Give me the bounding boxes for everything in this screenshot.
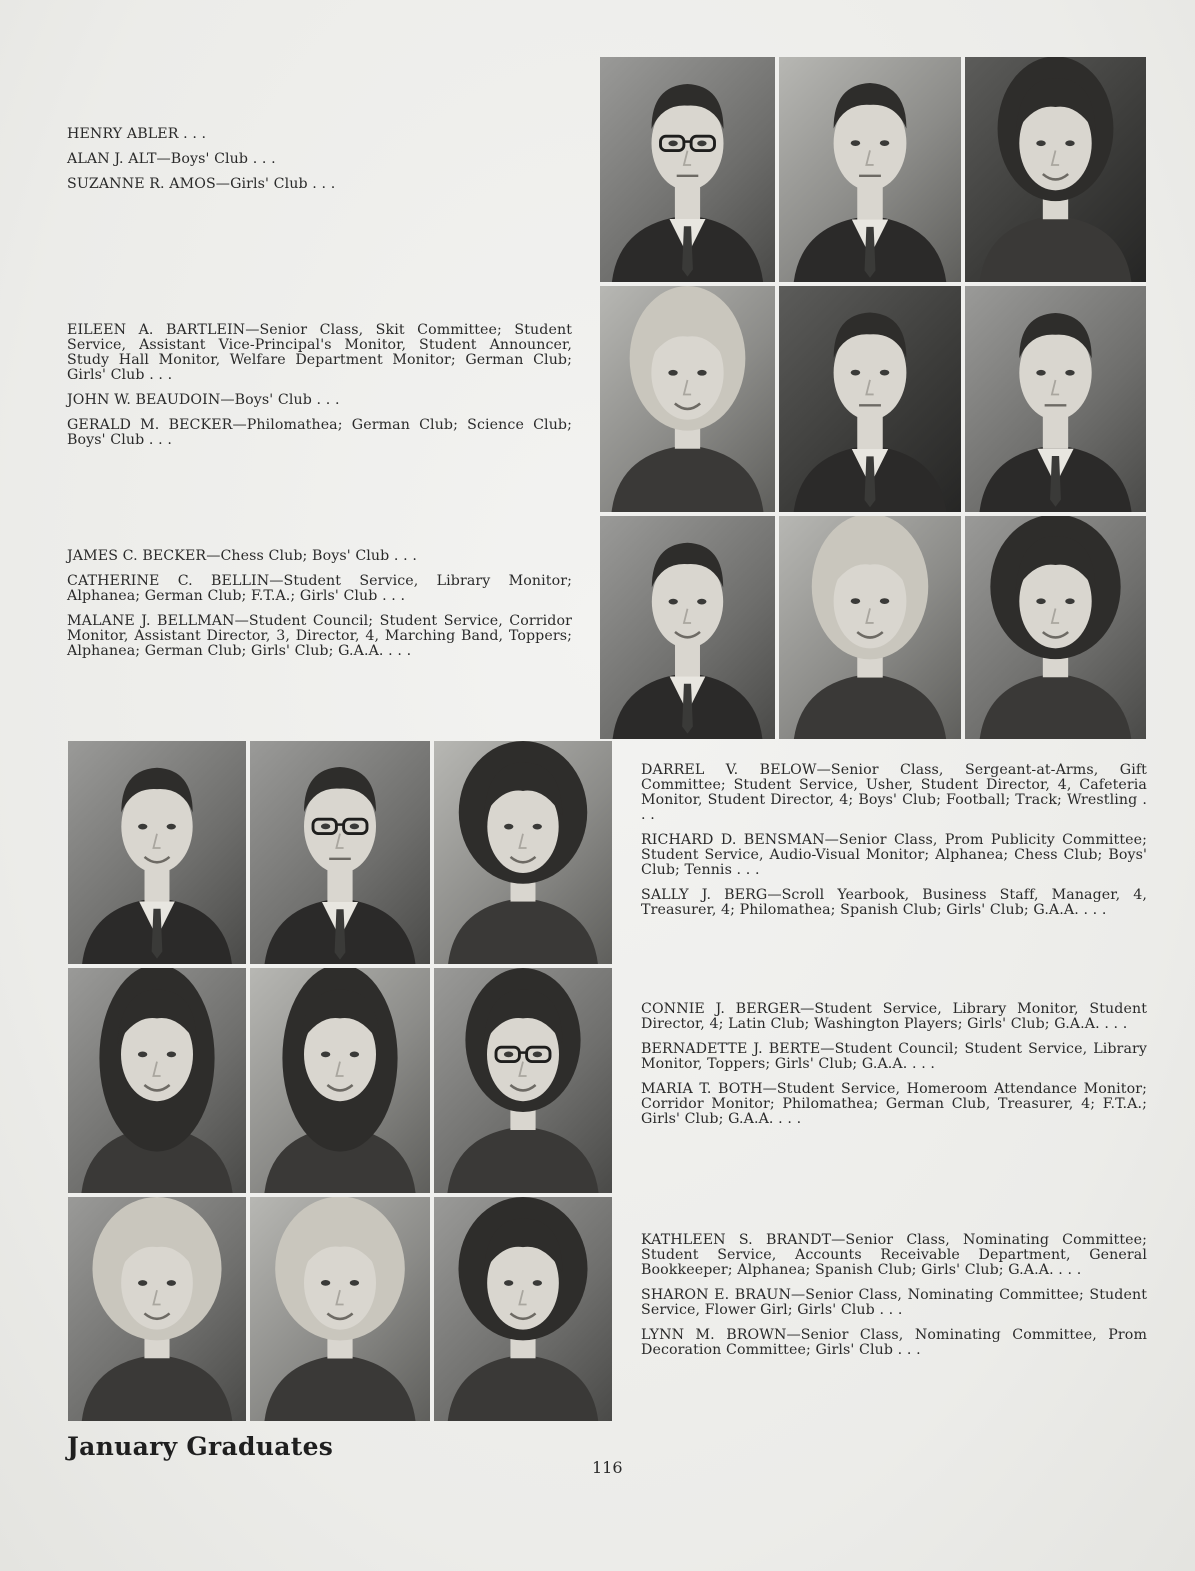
page-number: 116 (592, 1458, 623, 1477)
student-portrait (779, 516, 961, 739)
student-entry: SUZANNE R. AMOS—Girls' Club . . . (67, 176, 336, 192)
right-text-group-1 (641, 763, 1147, 928)
portrait-silhouette (965, 516, 1146, 739)
portrait-silhouette (779, 57, 961, 282)
photo-grid-top (600, 57, 1146, 739)
portrait-silhouette (965, 57, 1146, 282)
student-portrait (434, 1197, 612, 1421)
portrait-silhouette (68, 968, 246, 1193)
student-entry: CONNIE J. BERGER—Student Service, Library Monitor, Student Director, 4; Latin Club; Washington Players; Girls' Club; G.A.A. . . . (641, 1001, 1147, 1032)
portrait-silhouette (250, 1197, 430, 1421)
portrait-silhouette (600, 516, 775, 739)
student-portrait (779, 57, 961, 282)
left-text-group-3 (67, 549, 572, 669)
student-portrait (250, 1197, 430, 1421)
student-portrait (434, 968, 612, 1193)
portrait-silhouette (779, 286, 961, 512)
student-entry: SHARON E. BRAUN—Senior Class, Nominating Committee; Student Service, Flower Girl; Girls' Club . . . (641, 1287, 1147, 1318)
student-entry: RICHARD D. BENSMAN—Senior Class, Prom Publicity Committee; Student Service, Audio-Visual Monitor; Alphanea; Chess Club; Boys' Club; Tennis . . . (641, 832, 1147, 878)
portrait-silhouette (434, 741, 612, 964)
student-entry: SALLY J. BERG—Scroll Yearbook, Business Staff, Manager, 4, Treasurer, 4; Philomathea; Spanish Club; Girls' Club; G.A.A. . . . (641, 887, 1147, 918)
right-text-group-3 (641, 1233, 1147, 1368)
student-entry: BERNADETTE J. BERTE—Student Council; Student Service, Library Monitor, Toppers; Girls' Club; G.A.A. . . . (641, 1041, 1147, 1072)
portrait-silhouette (600, 286, 775, 512)
student-entry: MARIA T. BOTH—Student Service, Homeroom Attendance Monitor; Corridor Monitor; Philomathea; German Club, Treasurer, 4; F.T.A.; Girls' Club; G.A.A. . . . (641, 1081, 1147, 1127)
portrait-silhouette (250, 968, 430, 1193)
left-text-group-2 (67, 323, 572, 458)
student-portrait (68, 1197, 246, 1421)
student-portrait (600, 286, 775, 512)
student-entry: DARREL V. BELOW—Senior Class, Sergeant-at-Arms, Gift Committee; Student Service, Usher, Student Director, 4, Cafeteria Monitor, Student Director, 4; Boys' Club; Football; Track; Wrestling . . . (641, 762, 1147, 823)
left-text-group-1 (67, 127, 577, 202)
right-text-group-2 (641, 1002, 1147, 1137)
student-entry: MALANE J. BELLMAN—Student Council; Student Service, Corridor Monitor, Assistant Director, 3, Director, 4, Marching Band, Toppers; Alphanea; German Club; Girls' Club; G.A.A. . . . (67, 613, 572, 659)
student-portrait (965, 516, 1146, 739)
student-portrait (434, 741, 612, 964)
student-portrait (600, 516, 775, 739)
student-entry: GERALD M. BECKER—Philomathea; German Club; Science Club; Boys' Club . . . (67, 417, 572, 448)
student-entry: JAMES C. BECKER—Chess Club; Boys' Club . . . (67, 548, 417, 564)
student-portrait (68, 741, 246, 964)
portrait-silhouette (250, 741, 430, 964)
section-title: January Graduates (67, 1432, 334, 1461)
portrait-silhouette (434, 1197, 612, 1421)
student-entry: LYNN M. BROWN—Senior Class, Nominating Committee, Prom Decoration Committee; Girls' Club . . . (641, 1327, 1147, 1358)
portrait-silhouette (434, 968, 612, 1193)
student-portrait (250, 968, 430, 1193)
student-entry: KATHLEEN S. BRANDT—Senior Class, Nominating Committee; Student Service, Accounts Receivable Department, General Bookkeeper; Alphanea; Spanish Club; Girls' Club; G.A.A. . . . (641, 1232, 1147, 1278)
student-entry: EILEEN A. BARTLEIN—Senior Class, Skit Committee; Student Service, Assistant Vice-Principal's Monitor, Student Announcer, Study Hall Monitor, Welfare Department Monitor; German Club; Girls' Club . . . (67, 322, 572, 383)
portrait-silhouette (779, 516, 961, 739)
student-portrait (68, 968, 246, 1193)
student-entry: JOHN W. BEAUDOIN—Boys' Club . . . (67, 392, 340, 408)
student-portrait (779, 286, 961, 512)
photo-grid-bottom (68, 741, 612, 1421)
portrait-silhouette (965, 286, 1146, 512)
student-entry: ALAN J. ALT—Boys' Club . . . (67, 151, 276, 167)
student-portrait (250, 741, 430, 964)
student-entry: HENRY ABLER . . . (67, 126, 207, 142)
student-portrait (600, 57, 775, 282)
portrait-silhouette (68, 1197, 246, 1421)
portrait-silhouette (600, 57, 775, 282)
portrait-silhouette (68, 741, 246, 964)
student-entry: CATHERINE C. BELLIN—Student Service, Library Monitor; Alphanea; German Club; F.T.A.; Girls' Club . . . (67, 573, 572, 604)
student-portrait (965, 286, 1146, 512)
student-portrait (965, 57, 1146, 282)
